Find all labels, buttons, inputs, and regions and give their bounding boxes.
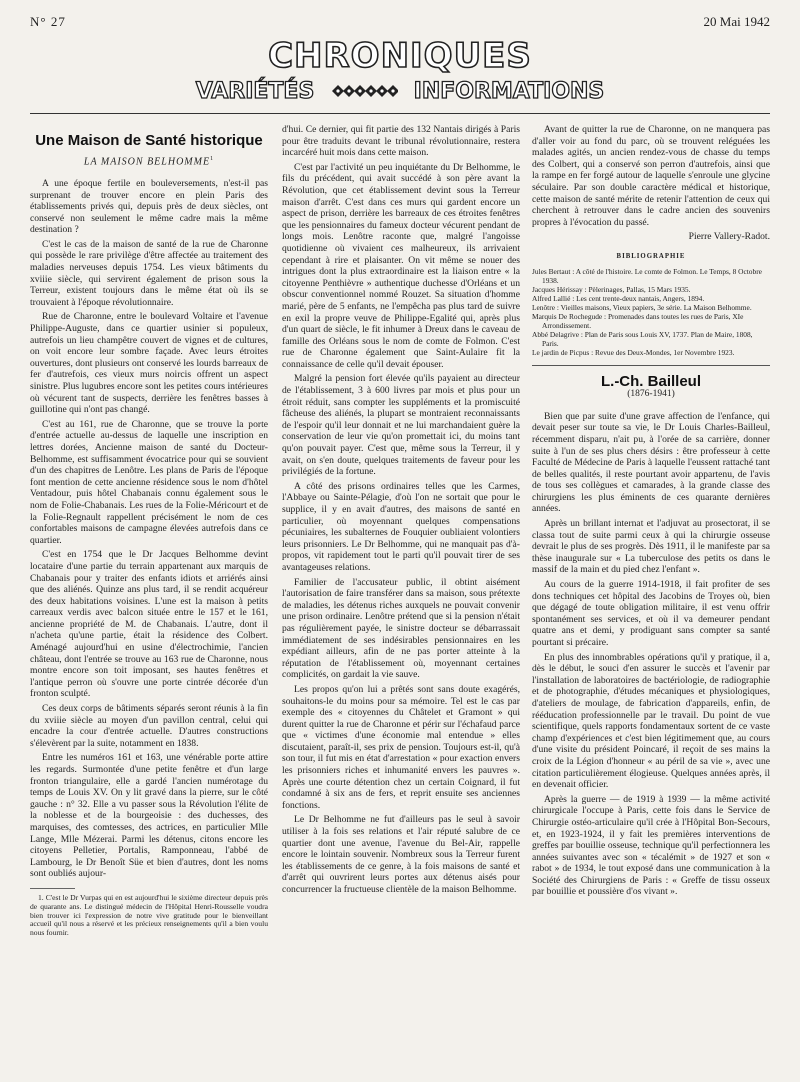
bibliography-heading: BIBLIOGRAPHIE [616, 252, 686, 260]
paragraph: Après un brillant internat et l'adjuvat au prosectorat, il se classa tout de suite parmi ceux à qui la chirurgie osseuse devrait le plus de ses progrès. Dès 1911, il le manifeste par sa thèse inaugurale sur « La tuberculose des petits os dans le massif de la main et du pied chez l'enfant ». [532, 518, 770, 576]
column-1-body [30, 178, 268, 880]
paragraph: Le Dr Belhomme ne fut d'ailleurs pas le seul à savoir utiliser à la fois ses relations et l'air réputé salubre de ce quartier dont une avenue, l'avenue du Bel-Air, rappelle encore le lointain souvenir. Nombreux sous la Terreur furent les établissements de ce genre, à la fois maisons de santé et d'arrêt qui ouvrirent leurs portes aux détenus aisés pour concurrencer la fructueuse clientèle de la maison Belhomme. [282, 814, 520, 895]
ornament-icon [330, 83, 398, 99]
paragraph: Entre les numéros 161 et 163, une vénérable porte attire les regards. Surmontée d'une petite fenêtre et d'un large fronton triangulaire, elle a gardé l'ancien numérotage du temps de Louis XV. On y lit gravé dans la pierre, sur le côté gauche : n° 32. Elle a vu passer sous la Révolution l'élite de la noblesse et de la bourgeoisie : des duchesses, des marquises, des comtesses, des actrices, en particulier Mlle Lange, Mlle Mézerai. Parmi les détenus, citons encore les citoyens Pelletier, Portalis, Ramponneau, l'abbé de Lambourg, le Dr Benoît Süe et bien d'autres, dont les noms sont oubliés aujour- [30, 752, 268, 880]
column-2 [282, 124, 520, 1072]
paragraph: C'est au 161, rue de Charonne, que se trouve la porte d'entrée actuelle au-dessus de laquelle une inscription en lettres dorées, Ancienne maison de santé du Docteur-Belhomme, est suffisamment évocatrice pour qui se souvient d'un des chapitres de Lenôtre. Les plans de Paris de l'époque font mention de cette ancienne résidence sous le nom d'hôtel Ventadour, puis hôtel Chabanais connu également sous le nom de Folie-Chabanais. Les rues de la Folie-Méricourt et de la Folie-Regnault rappellent précisément le nom de ces confortables maisons de campagne élevées autrefois dans ce quartier. [30, 418, 268, 546]
paragraph: C'est par l'activité un peu inquiétante du Dr Belhomme, le fils du précédent, qui avait succédé à son père avant la Révolution, que cet établissement devint sous la Terreur maison d'arrêt. C'est dans ces murs qui gardent encore un aspect de prison, derrière les barreaux de ces étroites fenêtres que les pensionnaires du fameux docteur vécurent pendant de longs mois. Lenôtre raconte que, malgré l'angoisse quotidienne où vivaient ces malheureux, ils arrivaient cependant à rire et plaisanter. On vit même se nouer des intrigues dont la plus extraordinaire est la liaison entre « la citoyenne Penthièvre » authentique duchesse d'Orléans et un obscur conventionnel nommé Rouzet. Sa situation d'homme marié, père de 5 enfants, ne l'empêcha pas plus tard de suivre en exil la propre veuve de Philippe-Egalité qui, après plus d'un quart de siècle, le fit inhumer à Dreux dans le caveau de famille des Orléans sous le nom de comte de Folmon. C'est rue de Charonne également que Saint-Aulaire fit la connaissance de celle qu'il devait épouser. [282, 161, 520, 370]
bibliography-entry: Lenôtre : Vieilles maisons, Vieux papiers, 3e série. La Maison Belhomme. [532, 302, 752, 312]
article-subtitle: LA MAISON BELHOMME$^1$ [83, 156, 215, 168]
paragraph: Ces deux corps de bâtiments séparés seront réunis à la fin du xviiie siècle au moyen d'un pavillon central, celui qui encadre la cour d'entrée actuelle. D'autres constructions s'élevèrent par la suite, notamment en 1838. [30, 703, 268, 749]
issue-number: N° 27 [30, 14, 66, 29]
bibliography [532, 267, 770, 357]
obituary-title: L.-Ch. Bailleul [600, 372, 701, 390]
bibliography-entry: Le jardin de Picpus : Revue des Deux-Mondes, 1er Novembre 1923. [532, 347, 735, 357]
paragraph: En plus des innombrables opérations qu'il y pratique, il a, dès le début, le souci d'en assurer le succès et l'avenir par l'installation de laboratoires de bactériologie, de radiographie et de photographie, d'études mécaniques et physiologiques, d'ateliers de moulage, de fabrication d'appareils, enfin, de rééducation professionnelle par le travail. Du point de vue scientifique, quels rapports fondamentaux sortent de ce vaste champ d'expériences et c'est bien légitimement que, au cours d'une visite du président Poincaré, il reçoit de ses mains la croix de la Légion d'honneur « au péril de sa vie », avec une citation particulièrement élogieuse. Quelques années après, il en devenait officier. [532, 651, 770, 791]
bibliography-entry: Abbé Delagrive : Plan de Paris sous Louis XV, 1737. Plan de Maire, 1808, Paris. [532, 329, 753, 348]
paragraph: A côté des prisons ordinaires telles que les Carmes, l'Abbaye ou Sainte-Pélagie, d'où l'on ne sortait que pour le supplice, il y en avait d'autres, des maisons de santé en particulier, où moyennant quelques compensations pécuniaires, les subalternes de Fouquier oubliaient volontiers leurs prisonniers. Le Dr Belhomme, qui ne manquait pas d'à-propos, vit rapidement tout le parti qu'il pouvait tirer de ses avantageuses relations. [282, 480, 520, 573]
footnote-rule [30, 888, 75, 889]
masthead-rule [30, 113, 770, 114]
obituary-dates: (1876-1941) [627, 389, 675, 400]
article-title: Une Maison de Santé historique [35, 132, 263, 149]
masthead-subtitle [0, 78, 800, 106]
article-signature: Pierre Vallery-Radot. [688, 231, 770, 243]
issue-date: 20 Mai 1942 [703, 14, 770, 29]
paragraph: Après la guerre — de 1919 à 1939 — la même activité chirurgicale l'occupe à Paris, cette fois dans le Service de Chirurgie ostéo-articulaire qu'il crée à l'Hôpital Bon-Secours, et, en 1923-1924, il y fait les premières interventions de greffes par bouillie osseuse, technique qu'il perfectionnera les années suivantes avec son « técalémit » de 1927 et son « rabot » de 1934, le tout exposé dans une communication à la Société des Chirurgiens de Paris : « Greffe de tissu osseux par bouillie et poussière d'os vivant ». [532, 793, 770, 898]
footnote-text: 1. C'est le Dr Vurpas qui en est aujourd'hui le sixième directeur depuis près de quarante ans. Le distingué médecin de l'Hôpital Henri-Rousselle voudra bien trouver ici l'expression de notre vive gratitude pour le bienveillant accueil qu'il nous a réservé et les précieux renseignements qu'il a bien voulu nous fournir. [30, 892, 268, 938]
paragraph: Familier de l'accusateur public, il obtint aisément l'autorisation de faire transférer dans sa maison, sous prétexte de maladies, les détenus riches auxquels ne pouvait convenir une prison ordinaire. Lenôtre prétend que si la pension n'était pas régulièrement payée, le sinistre docteur se débarrassait immédiatement de ses indésirables pensionnaires en les expédiant ailleurs, afin de ne pas porter atteinte à la réputation de l'établissement où, moyennant certaines complicités, on gardait la vie sauve. [282, 576, 520, 681]
masthead-left: VARIÉTÉS [195, 79, 315, 104]
bibliography-entry: Jules Bertaut : A côté de l'histoire. Le comte de Folmon. Le Temps, 8 Octobre 1938. [532, 266, 762, 285]
paragraph: Au cours de la guerre 1914-1918, il fait profiter de ses dons techniques cet hôpital des Jacobins de Troyes où, bien que dégagé de toute obligation militaire, il est venu offrir spontanément ses services, et où il va demeurer pendant quatre ans et demi, y prodiguant sans compter sa santé pourtant si précaire. [532, 579, 770, 648]
column-3-body [532, 124, 770, 228]
bibliography-entry: Marquis De Rochegude : Promenades dans toutes les rues de Paris, XIe Arrondissement. [532, 311, 744, 330]
paragraph: Rue de Charonne, entre le boulevard Voltaire et l'avenue Philippe-Auguste, dans ce quartier usinier si populeux, autrefois un lieu champêtre couvert de vignes et de cultures, on voit encore leur sombre façade. Avec leurs étroites ouvertures, dont plusieurs ont conservé les lourds barreaux de fer d'autrefois, ces vieux murs noircis offrent un aspect sinistre. Plus lugubres encore sont les petites cours intérieures où vécurent tant de suspects, derrière les fenêtres basses à guillotine qui n'ont pas changé. [30, 311, 268, 416]
bibliography-entry: Alfred Lallié : Les cent trente-deux nantais, Angers, 1894. [532, 293, 705, 303]
section-separator [532, 365, 770, 366]
paragraph: Les propos qu'on lui a prêtés sont sans doute exagérés, souhaitons-le du moins pour sa mémoire. Tel est le cas par exemple des « citoyennes du Châtelet et Gramont » qui durent quitter la rue de Charonne et périr sur l'échafaud parce que « victimes d'une économie mal entendue » elles discutaient, paraît-il, ses prix de pension. Toujours est-il, qu'à son tour, il fut mis en état d'arrestation « pour exaction envers les prisonniers riches et inhumanité envers les pauvres ». Après une courte détention chez un certain Coignard, il fut condamné à six ans de fers, et reprit ensuite ses anciennes fonctions. [282, 683, 520, 811]
column-3 [532, 124, 770, 1072]
note-marker: 1 [210, 156, 215, 162]
page-header [30, 14, 770, 32]
paragraph: d'hui. Ce dernier, qui fit partie des 132 Nantais dirigés à Paris pour être traduits devant le tribunal révolutionnaire, restera incarcéré huit mois dans cette maison. [282, 124, 520, 159]
masthead-right: INFORMATIONS [413, 79, 605, 104]
paragraph: Avant de quitter la rue de Charonne, on ne manquera pas d'aller voir au fond du parc, où se trouvent reléguées les malades agités, un ancien rendez-vous de chasse du temps des Colbert, qui a conservé son perron d'autrefois, ainsi que la rampe en fer forgé autour de laquelle s'enroule une glycine séculaire. Par son double caractère médical et historique, cette maison de santé mérite de retenir l'attention de ceux qui cherchent à retrouver dans le cadre ancien des souvenirs propres à l'évocation du passé. [532, 124, 770, 228]
column-1 [30, 124, 268, 1072]
paragraph: A une époque fertile en bouleversements, n'est-il pas surprenant de trouver encore en plein Paris des établissements privés qui, depuis près de deux siècles, ont conservé non seulement le même cadre mais la même destination ? [30, 177, 268, 236]
column-2-body [282, 124, 520, 896]
bibliography-entry: Jacques Hérissay : Pèlerinages, Pallas, 15 Mars 1935. [532, 284, 691, 294]
obituary-body [532, 411, 770, 898]
paragraph: Malgré la pension fort élevée qu'ils payaient au directeur de l'établissement, 3 à 600 livres par mois et plus pour un étroit réduit, sans compter les suppléments et la promiscuité fâcheuse des aliénés, la plupart se montraient reconnaissants de l'espoir qu'il leur donnait et ne lui marchandaient guère la conservation de leur vie qu'on promettait ici, du moins tant qu'on pouvait payer. C'est que, même sous la Terreur, il y avait, on s'en doute, quelques traitements de faveur pour les privilégiés de la fortune. [282, 373, 520, 478]
paragraph: Bien que par suite d'une grave affection de l'enfance, qui devait peser sur toute sa vie, le Dr Louis Charles-Bailleul, récemment disparu, n'ait pu, à l'orée de sa carrière, donner suite à l'un de ses plus chers désirs : être professeur à cette Faculté de Médecine de Paris à laquelle l'eussent rattaché tant de belles qualités, il reste pourtant avoir appartenu, de l'avis de tous ses collègues et camarades, à la grande classe des chirurgiens les plus éminents de ces quarante dernières années. [532, 410, 770, 515]
paragraph: C'est en 1754 que le Dr Jacques Belhomme devint locataire d'une partie du terrain appartenant aux marquis de Chabanais pour y traiter des enfants idiots et arriérés ainsi que des aliénés. Quinze ans plus tard, il se rendit acquéreur des deux habitations voisines. L'une est la maison à petits carreaux verdis avec balcon située entre le 157 et le 161, ancienne propriété de M. de Chabanais. L'autre, dont il n'acheta qu'une partie, était la résidence des Colbert. Aménagé aujourd'hui en usine d'électrochimie, l'ancien château, dont l'entrée se trouve au 163 rue de Charonne, nous montre encore son toit imposant, ses hautes fenêtres et l'antique perron où s'ouvre une porte cintrée décorée d'un fronton sculpté. [30, 549, 268, 700]
paragraph: C'est le cas de la maison de santé de la rue de Charonne qui possède le rare privilège d'être affectée au traitement des maladies nerveuses depuis 1754. Les vieux bâtiments du xviiie siècle, qui servirent également de prison sous la Terreur, existent toujours dans le même état où ils se trouvaient à l'époque révolutionnaire. [30, 238, 268, 308]
masthead-title: CHRONIQUES [268, 36, 532, 76]
footnote [30, 894, 268, 938]
